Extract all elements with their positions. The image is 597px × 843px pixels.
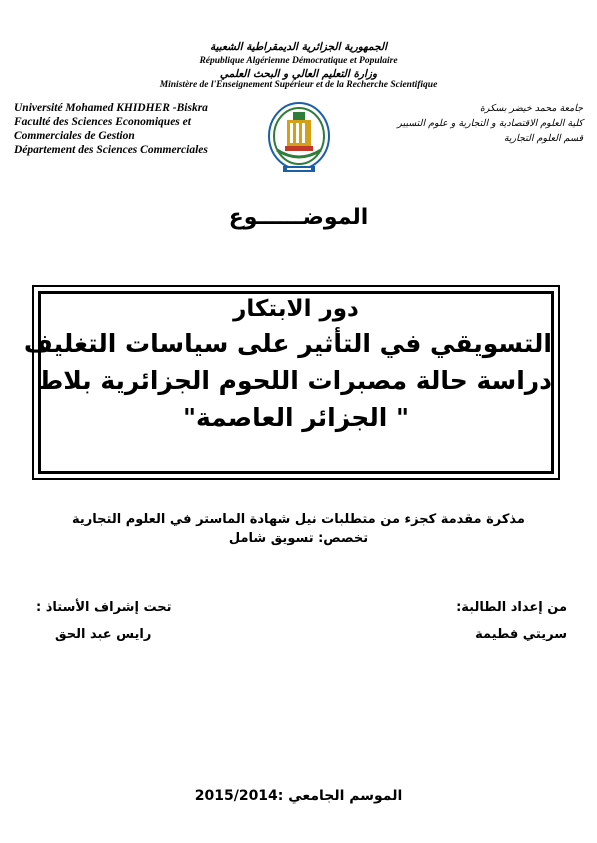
supervisor-name: رايس عبد الحق	[55, 627, 152, 642]
supervisor-label: تحت إشراف الأستاذ :	[36, 600, 172, 615]
university-block-fr	[14, 101, 259, 157]
header-republic-fr: République Algérienne Démocratique et Populaire	[199, 56, 398, 66]
student-label: من إعداد الطالبة:	[456, 600, 567, 615]
academic-year: الموسم الجامعي :2015/2014	[194, 788, 403, 804]
department-name-ar: قسم العلوم التجارية	[503, 133, 583, 144]
header-ministry-fr: Ministère de l'Enseignement Supérieur et de la Recherche Scientifique	[159, 80, 438, 90]
university-block-ar	[363, 101, 583, 146]
student-name: سريتي فطيمة	[475, 627, 567, 642]
title-line-4: " الجزائر العاصمة"	[182, 403, 410, 432]
faculty-name-fr: Faculté des Sciences Economiques et	[14, 116, 191, 128]
title-line-2: التسويقي في التأثير على سياسات التغليف	[23, 329, 552, 358]
university-name-fr: Université Mohamed KHIDHER -Biskra	[14, 102, 208, 114]
university-name-ar: جامعة محمد خيضر بسكرة	[479, 103, 583, 114]
thesis-specialization: تخصص: تسويق شامل	[228, 531, 369, 546]
header-ministry-ar: وزارة التعليم العالي و البحث العلمي	[219, 68, 378, 80]
university-seal-logo	[263, 100, 335, 176]
thesis-description: مذكرة مقدمة كجزء من متطلبات نيل شهادة الماستر في العلوم التجارية	[72, 512, 525, 527]
header-republic-ar: الجمهورية الجزائرية الديمقراطية الشعبية	[209, 41, 387, 53]
title-line-3: دراسة حالة مصبرات اللحوم الجزائرية بلاط	[37, 366, 552, 395]
thesis-title	[23, 293, 552, 436]
subject-heading: الموضــــــوع	[228, 205, 369, 230]
department-name-fr: Département des Sciences Commerciales	[14, 144, 208, 156]
faculty-name-fr-cont: Commerciales de Gestion	[14, 130, 135, 142]
faculty-name-ar: كلية العلوم الاقتصادية و التجارية و علوم التسيير	[397, 118, 583, 129]
title-line-1: دور الابتكار	[233, 296, 359, 322]
